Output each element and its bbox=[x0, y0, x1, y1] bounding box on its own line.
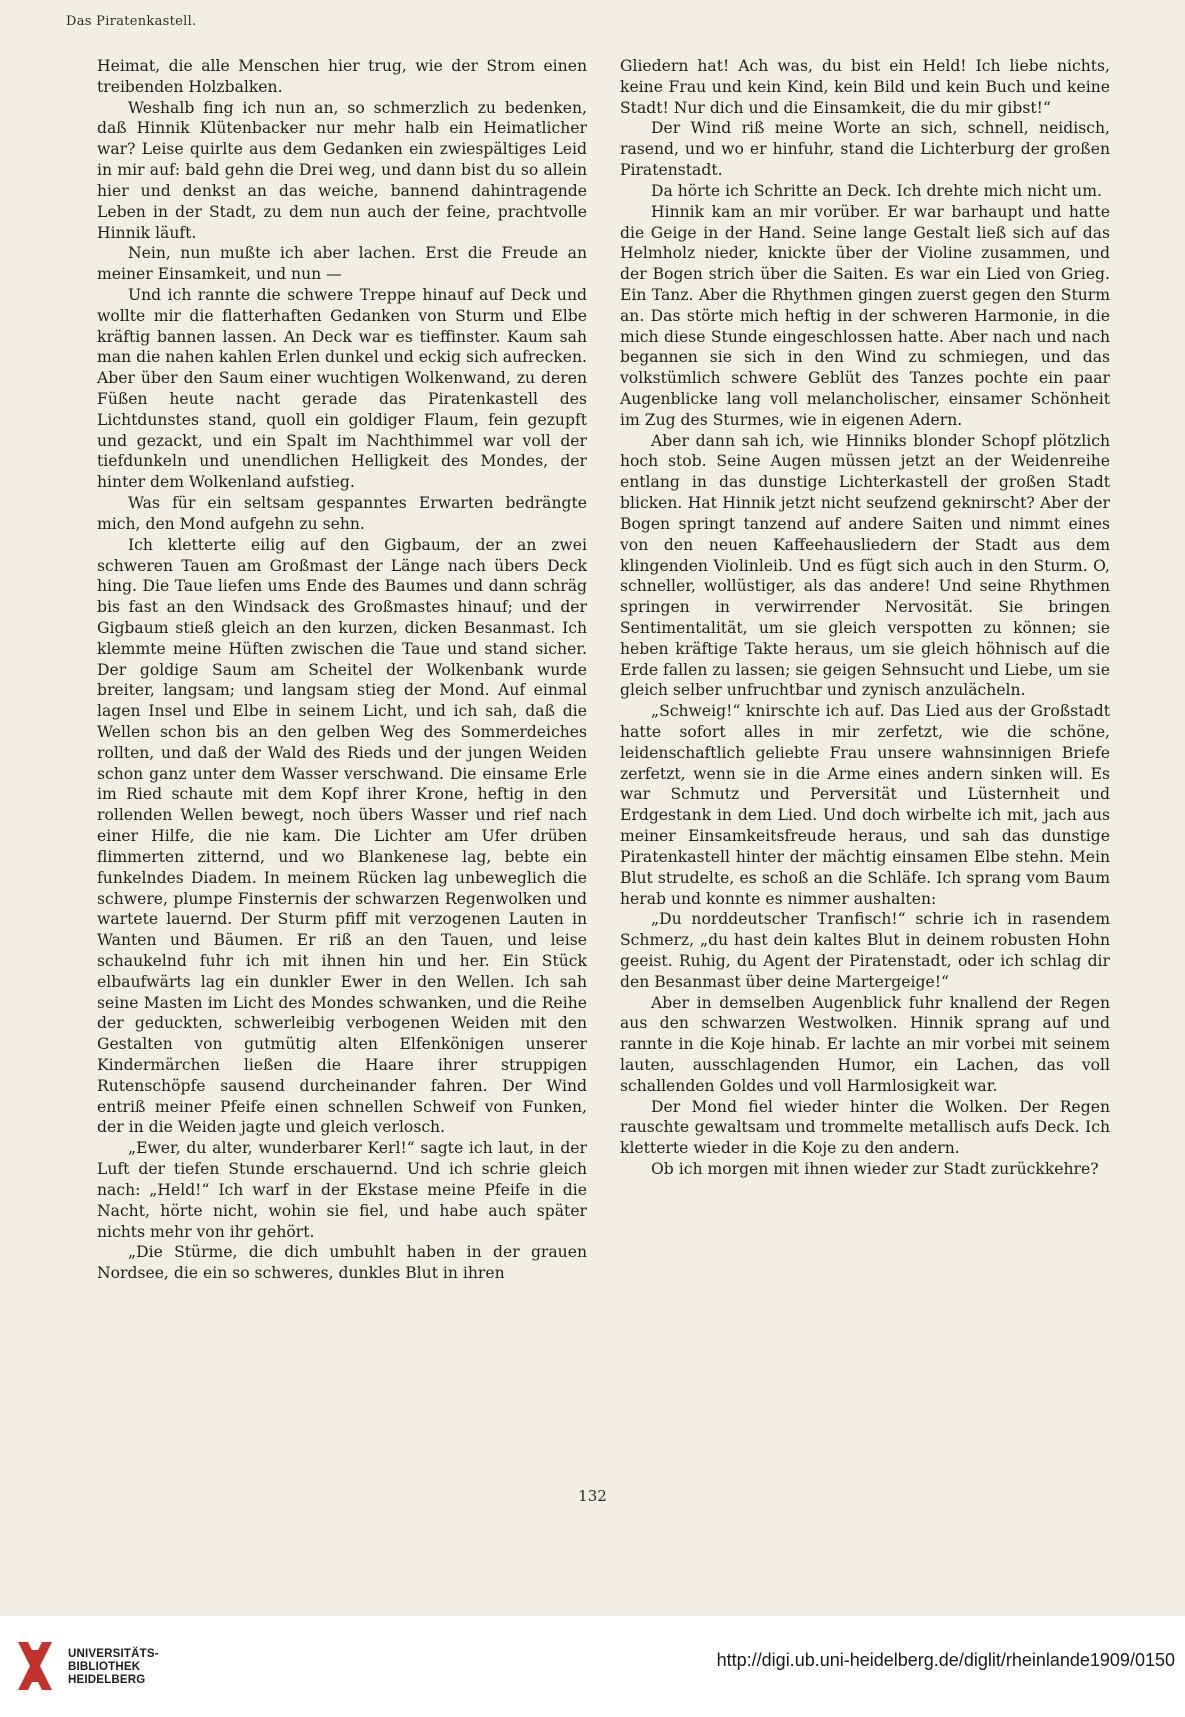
library-name[interactable] bbox=[68, 1648, 159, 1687]
paragraph: Ich kletterte eilig auf den Gigbaum, der an zwei schweren Tauen am Großmast der Länge nach übers Deck hing. Die Taue liefen ums Ende des Baumes und dann schräg bis fast an den Windsack des Großmastes hinauf; und der Gigbaum stieß gleich an den kurzen, dicken Besanmast. Ich klemmte meine Hüften zwischen die Taue und stand sicher. Der goldige Saum am Scheitel der Wolkenbank wurde breiter, langsam; und langsam stieg der Mond. Auf einmal lagen Insel und Elbe in seinem Licht, und ich sah, daß die Wellen schon bis an den gelben Weg des Sommerdeiches rollten, und daß der Wald des Rieds und der jungen Weiden schon ganz unter dem Wasser verschwand. Die einsame Erle im Ried schaute mit dem Kopf ihrer Krone, heftig in den rollenden Wellen bewegt, noch übers Wasser und rief nach einer Hilfe, die nie kam. Die Lichter am Ufer drüben flimmerten zitternd, und wo Blankenese lag, bebte ein funkelndes Diadem. In meinem Rücken lag unbeweglich die schwere, plumpe Finsternis der schwarzen Regenwolken und wartete lauernd. Der Sturm pfiff mit verzogenen Lauten in Wanten und Bäumen. Er riß an den Tauen, und leise schaukelnd fuhr ich mit ihnen hin und her. Ein Stück elbaufwärts lag ein dunkler Ewer in den Wellen. Ich sah seine Masten im Licht des Mondes schwanken, und die Reihe der geduckten, schwerleibig verbogenen Weiden mit den Gestalten von gutmütig alten Elfenkönigen unserer Kindermärchen ließen die Haare ihrer struppigen Rutenschöpfe sausend durcheinander fahren. Der Wind entriß meiner Pfeife einen schnellen Schweif von Funken, der in die Weiden jagte und gleich verlosch. bbox=[97, 535, 587, 1137]
paragraph: Aber in demselben Augenblick fuhr knallend der Regen aus den schwarzen Westwolken. Hinnik sprang auf und rannte in die Koje hinab. Er lachte an mir vorbei mit seinem lauten, ausschlagenden Humor, ein Lachen, das voll schallenden Goldes und voll Harmlosigkeit war. bbox=[620, 993, 1110, 1095]
library-name-line-2: BIBLIOTHEK bbox=[68, 1661, 141, 1673]
paragraph: „Du norddeutscher Tranfisch!“ schrie ich in rasendem Schmerz, „du hast dein kaltes Blut in deinem robusten Hohn geeist. Ruhig, du Agent der Piratenstadt, oder ich schlag dir den Besanmast über deine Martergeige!“ bbox=[620, 910, 1110, 991]
paragraph: Gliedern hat! Ach was, du bist ein Held! Ich liebe nichts, keine Frau und kein Kind, kein Bild und kein Buch und keine Stadt! Nur dich und die Einsamkeit, die du mir gibst!“ bbox=[620, 57, 1110, 117]
paragraph: Ob ich morgen mit ihnen wieder zur Stadt zurückkehre? bbox=[651, 1160, 1099, 1179]
text-column-left bbox=[97, 56, 587, 1284]
footer-bar bbox=[0, 1616, 1185, 1717]
paragraph: „Schweig!“ knirschte ich auf. Das Lied aus der Großstadt hatte sofort alles in mir zerfetzt, wie die schöne, leidenschaftlich geliebte Frau unsere wahnsinnigen Briefe zerfetzt, wenn sie in die Arme eines andern sinken will. Es war Schmutz und Perversität und Lüsternheit und Erdgestank in dem Lied. Und doch wirbelte ich mit, jach aus meiner Einsamkeitsfreude heraus, und sah das dunstige Piratenkastell hinter der mächtig einsamen Elbe stehn. Mein Blut strudelte, es schoß an die Schläfe. Ich sprang vom Baum herab und konnte es nimmer aushalten: bbox=[620, 702, 1110, 908]
paragraph: Der Wind riß meine Worte an sich, schnell, neidisch, rasend, und wo er hinfuhr, stand die Lichterburg der großen Piratenstadt. bbox=[620, 119, 1110, 180]
paragraph: Hinnik kam an mir vorüber. Er war barhaupt und hatte die Geige in der Hand. Seine lange Gestalt ließ sich auf das Helmholz nieder, knickte über der Violine zusammen, und der Bogen strich über die Saiten. Es war ein Lied von Grieg. Ein Tanz. Aber die Rhythmen gingen zuerst gegen den Sturm an. Das störte mich heftig in der schweren Harmonie, in die mich diese Stunde eingeschlossen hatte. Aber nach und nach begannen sie sich in den Wind zu schmiegen, und das volkstümlich schwere Geblüt des Tanzes pochte ein paar Augenblicke lang voll melancholischer, einsamer Schönheit im Zug des Sturmes, wie in eigenen Adern. bbox=[620, 202, 1110, 429]
paragraph: Und ich rannte die schwere Treppe hinauf auf Deck und wollte mir die flatterhaften Gedanken von Sturm und Elbe kräftig bannen lassen. An Deck war es tieffinster. Kaum sah man die nahen kahlen Erlen dunkel und eckig sich aufrecken. Aber über den Saum einer wuchtigen Wolkenwand, zu deren Füßen heute nacht gerade das Piratenkastell des Lichtdunstes stand, quoll ein goldiger Flaum, fein gezupft und gezackt, und ein Spalt im Nachthimmel war voll der tiefdunkeln und unendlichen Helligkeit des Mondes, der hinter dem Wolkenland aufstieg. bbox=[97, 285, 587, 492]
paragraph: Heimat, die alle Menschen hier trug, wie der Strom einen treibenden Holzbalken. bbox=[97, 57, 587, 96]
paragraph: Da hörte ich Schritte an Deck. Ich drehte mich nicht um. bbox=[651, 181, 1102, 200]
source-url-link[interactable]: http://digi.ub.uni-heidelberg.de/diglit/rheinlande1909/0150 bbox=[716, 1650, 1175, 1670]
paragraph: „Ewer, du alter, wunderbarer Kerl!“ sagte ich laut, in der Luft der tiefen Stunde erschauernd. Und ich schrie gleich nach: „Held!“ Ich warf in der Ekstase meine Pfeife in die Nacht, hörte nicht, wohin sie fiel, und habe auch später nichts mehr von ihr gehört. bbox=[97, 1139, 587, 1241]
page-number: 132 bbox=[578, 1487, 607, 1505]
paragraph: Der Mond fiel wieder hinter die Wolken. Der Regen rauschte gewaltsam und trommelte metallisch aufs Deck. Ich kletterte wieder in die Koje zu den andern. bbox=[620, 1097, 1110, 1158]
library-name-line-3: HEIDELBERG bbox=[68, 1674, 146, 1686]
text-column-right bbox=[620, 56, 1110, 1180]
running-head: Das Piratenkastell. bbox=[66, 14, 197, 29]
paragraph: Aber dann sah ich, wie Hinniks blonder Schopf plötzlich hoch stob. Seine Augen müssen jetzt an der Weidenreihe entlang in das dunstige Lichterkastell der großen Stadt blicken. Hat Hinnik jetzt nicht seufzend geknirscht? Aber der Bogen springt tanzend auf andere Saiten und nimmt eines von den neuen Kaffeehausliedern der Stadt aus dem klingenden Violinleib. Und es fügt sich auch in den Sturm. O, schneller, wollüstiger, als das andere! Und seine Rhythmen springen in verwirrender Nervosität. Sie bringen Sentimentalität, um sie gleich verspotten zu können; sie heben kräftige Takte heraus, um sie gleich höhnisch auf die Erde fallen zu lassen; sie geigen Sehnsucht und Liebe, um sie gleich selber unfruchtbar und zynisch anzulächeln. bbox=[620, 431, 1110, 700]
paragraph: „Die Stürme, die dich umbuhlt haben in der grauen Nordsee, die ein so schweres, dunkles Blut in ihren bbox=[97, 1243, 587, 1283]
paragraph: Weshalb fing ich nun an, so schmerzlich zu bedenken, daß Hinnik Klütenbacker nur mehr halb ein Heimatlicher war? Leise quirlte aus dem Gedanken ein zwiespältiges Leid in mir auf: bald gehn die Drei weg, und dann bist du so allein hier und denkst an das weiche, bannend dahintragende Leben in der Stadt, zu dem nun auch der feine, prachtvolle Hinnik läuft. bbox=[97, 98, 587, 242]
paragraph: Was für ein seltsam gespanntes Erwarten bedrängte mich, den Mond aufgehn zu sehn. bbox=[97, 494, 587, 533]
library-name-line-1: UNIVERSITÄTS- bbox=[68, 1648, 159, 1660]
paragraph: Nein, nun mußte ich aber lachen. Erst die Freude an meiner Einsamkeit, und nun — bbox=[97, 244, 587, 284]
university-library-logo-icon[interactable] bbox=[14, 1640, 56, 1692]
